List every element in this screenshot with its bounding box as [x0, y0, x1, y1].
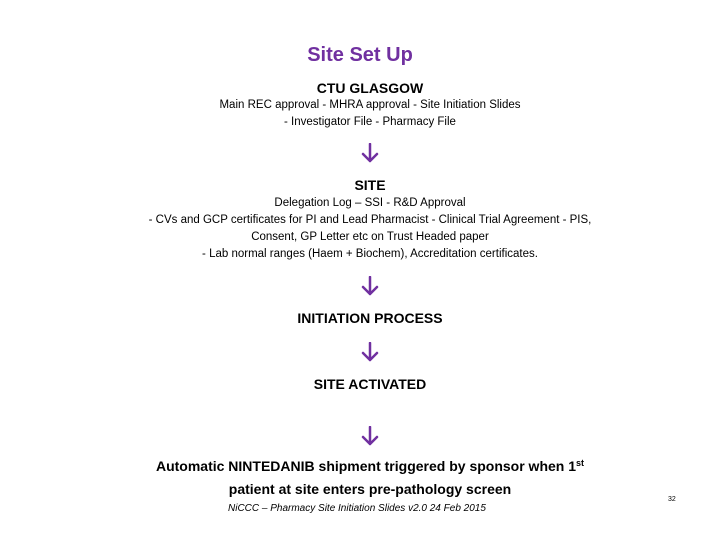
site-line-2: - CVs and GCP certificates for PI and Lead Pharmacist - Clinical Trial Agreement - PIS, — [148, 214, 592, 226]
activated-heading: SITE ACTIVATED — [313, 376, 427, 392]
initiation-heading: INITIATION PROCESS — [297, 310, 443, 326]
final-step-line-2: patient at site enters pre-pathology screen — [228, 481, 512, 497]
page-number: 32 — [668, 496, 676, 503]
site-line-1: Delegation Log – SSI - R&D Approval — [274, 197, 466, 209]
ordinal-superscript: st — [576, 458, 585, 468]
site-line-4: - Lab normal ranges (Haem + Biochem), Accreditation certificates. — [202, 248, 538, 260]
arrow-down-icon — [361, 342, 379, 362]
ctu-heading: CTU GLASGOW — [316, 80, 424, 96]
arrow-down-icon — [361, 276, 379, 296]
arrow-down-icon — [361, 426, 379, 446]
ctu-line-1: Main REC approval - MHRA approval - Site Initiation Slides — [219, 99, 521, 111]
page-title: Site Set Up — [307, 44, 413, 66]
footer-text: NiCCC – Pharmacy Site Initiation Slides v2.0 24 Feb 2015 — [228, 503, 486, 514]
arrow-down-icon — [361, 143, 379, 163]
final-step-line-1 — [0, 454, 720, 478]
site-line-3: Consent, GP Letter etc on Trust Headed paper — [251, 231, 489, 243]
final-step-text: Automatic NINTEDANIB shipment triggered by sponsor when 1 — [155, 458, 577, 474]
ctu-line-2: - Investigator File - Pharmacy File — [284, 116, 456, 128]
site-heading: SITE — [354, 177, 386, 193]
